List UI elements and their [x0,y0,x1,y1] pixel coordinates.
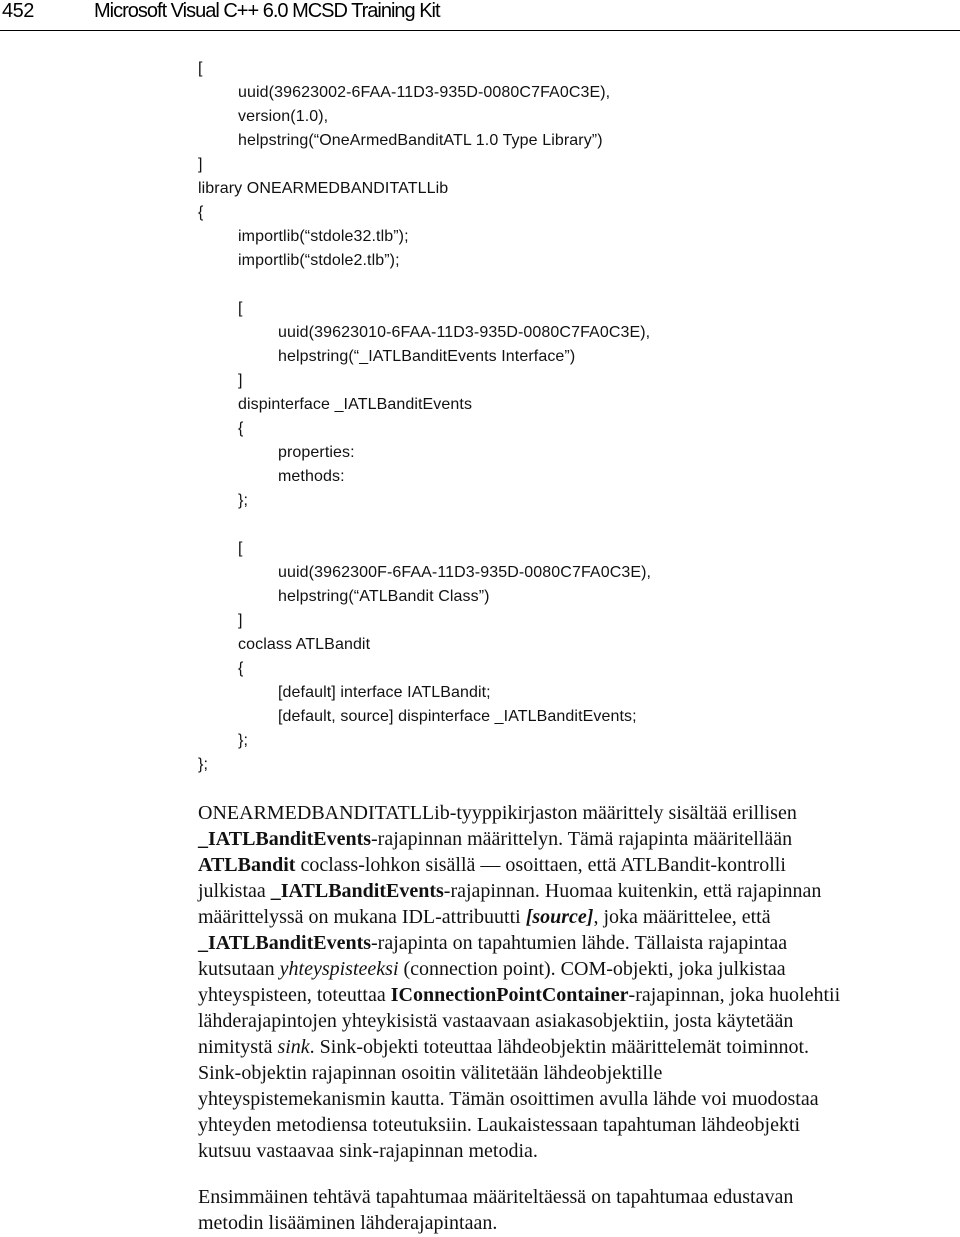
italic-term: yhteyspisteeksi [279,958,399,980]
bold-term: [source] [525,906,594,928]
text-run: metodin lisääminen lähderajapintaan. [198,1212,498,1234]
text-line [198,1138,948,1164]
text-line [198,1184,948,1210]
text-line [198,956,948,982]
code-line: [ [238,300,243,317]
code-line: importlib(“stdole32.tlb”); [238,228,409,245]
code-line: { [198,204,204,221]
text-run: Sink-objektin rajapinnan osoitin välitetään lähdeobjektille [198,1062,663,1084]
code-line: methods: [278,468,345,485]
code-line: uuid(39623010-6FAA-11D3-935D-0080C7FA0C3E), [278,324,651,341]
code-line: uuid(39623002-6FAA-11D3-935D-0080C7FA0C3E), [238,84,611,101]
code-line: properties: [278,444,355,461]
text-run: yhteyden metodiensa toteutuksiin. Laukaistessaan tapahtuman lähdeobjekti [198,1114,801,1136]
bold-term: _IATLBanditEvents [198,828,372,850]
code-line: }; [238,732,248,749]
code-line [198,513,651,537]
text-run: yhteyspistemekanismin kautta. Tämän osoittimen avulla lähde voi muodostaa [198,1088,819,1110]
code-line: }; [238,492,248,509]
code-line: library ONEARMEDBANDITATLLib [198,180,449,197]
code-line: [default, source] dispinterface _IATLBanditEvents; [278,708,637,725]
code-line: dispinterface _IATLBanditEvents [238,396,473,413]
text-line [198,1210,948,1236]
text-run: Ensimmäinen tehtävä tapahtumaa määriteltäessä on tapahtumaa edustavan [198,1186,794,1208]
body-paragraph-2 [198,1184,948,1236]
code-line: [default] interface IATLBandit; [278,684,491,701]
text-run: ONEARMEDBANDITATLLib-tyyppikirjaston määrittely sisältää erillisen [198,802,797,824]
code-line: [ [238,540,243,557]
text-run: . Sink-objekti toteuttaa lähdeobjektin määrittelemät toiminnot. [309,1036,809,1058]
code-line: helpstring(“OneArmedBanditATL 1.0 Type Library”) [238,132,603,149]
text-line [198,930,948,956]
bold-term: ATLBandit [198,854,296,876]
code-line: importlib(“stdole2.tlb”); [238,252,400,269]
text-run: -rajapinnan. Huomaa kuitenkin, että rajapinnan [443,880,822,902]
code-line: }; [198,756,208,773]
text-line [198,852,948,878]
code-line: version(1.0), [238,108,329,125]
text-run: -rajapinnan, joka huolehtii [628,984,841,1006]
code-line: ] [238,372,243,389]
text-line [198,1008,948,1034]
bold-term: _IATLBanditEvents [270,880,444,902]
idl-code-listing [198,57,651,777]
text-run: lähderajapintojen yhteykisistä vastaavaan asiakasobjektiin, josta käytetään [198,1010,794,1032]
text-run: coclass-lohkon sisällä — osoittaen, että ATLBandit-kontrolli [295,854,786,876]
code-line: helpstring(“_IATLBanditEvents Interface”) [278,348,576,365]
code-line: { [238,660,244,677]
running-header [0,0,960,30]
code-line [198,273,651,297]
text-run: yhteyspisteen, toteuttaa [198,984,391,1006]
code-line: helpstring(“ATLBandit Class”) [278,588,490,605]
code-line: ] [198,156,203,173]
text-run: (connection point). COM-objekti, joka julkistaa [398,958,786,980]
header-rule [0,30,960,31]
code-line: uuid(3962300F-6FAA-11D3-935D-0080C7FA0C3E), [278,564,652,581]
text-line [198,826,948,852]
code-line: [ [198,60,203,77]
page-number: 452 [2,0,34,22]
text-run: julkistaa [198,880,271,902]
code-line: { [238,420,244,437]
text-line [198,1060,948,1086]
body-paragraph-1 [198,800,948,1164]
text-line [198,904,948,930]
text-line [198,800,948,826]
text-run: kutsuu vastaavaa sink-rajapinnan metodia. [198,1140,538,1162]
italic-term: sink [277,1036,310,1058]
text-run: nimitystä [198,1036,278,1058]
text-run: -rajapinta on tapahtumien lähde. Tällaista rajapintaa [371,932,788,954]
book-title: Microsoft Visual C++ 6.0 MCSD Training Kit [94,0,440,22]
text-run: kutsutaan [198,958,280,980]
bold-term: _IATLBanditEvents [198,932,372,954]
text-run: -rajapinnan määrittelyn. Tämä rajapinta määritellään [371,828,793,850]
text-run: määrittelyssä on mukana IDL-attribuutti [198,906,526,928]
text-line [198,982,948,1008]
text-run: , joka määrittelee, että [593,906,771,928]
text-line [198,1086,948,1112]
text-line [198,878,948,904]
code-line: coclass ATLBandit [238,636,371,653]
text-line [198,1034,948,1060]
code-line: ] [238,612,243,629]
text-line [198,1112,948,1138]
bold-term: IConnectionPointContainer [390,984,629,1006]
